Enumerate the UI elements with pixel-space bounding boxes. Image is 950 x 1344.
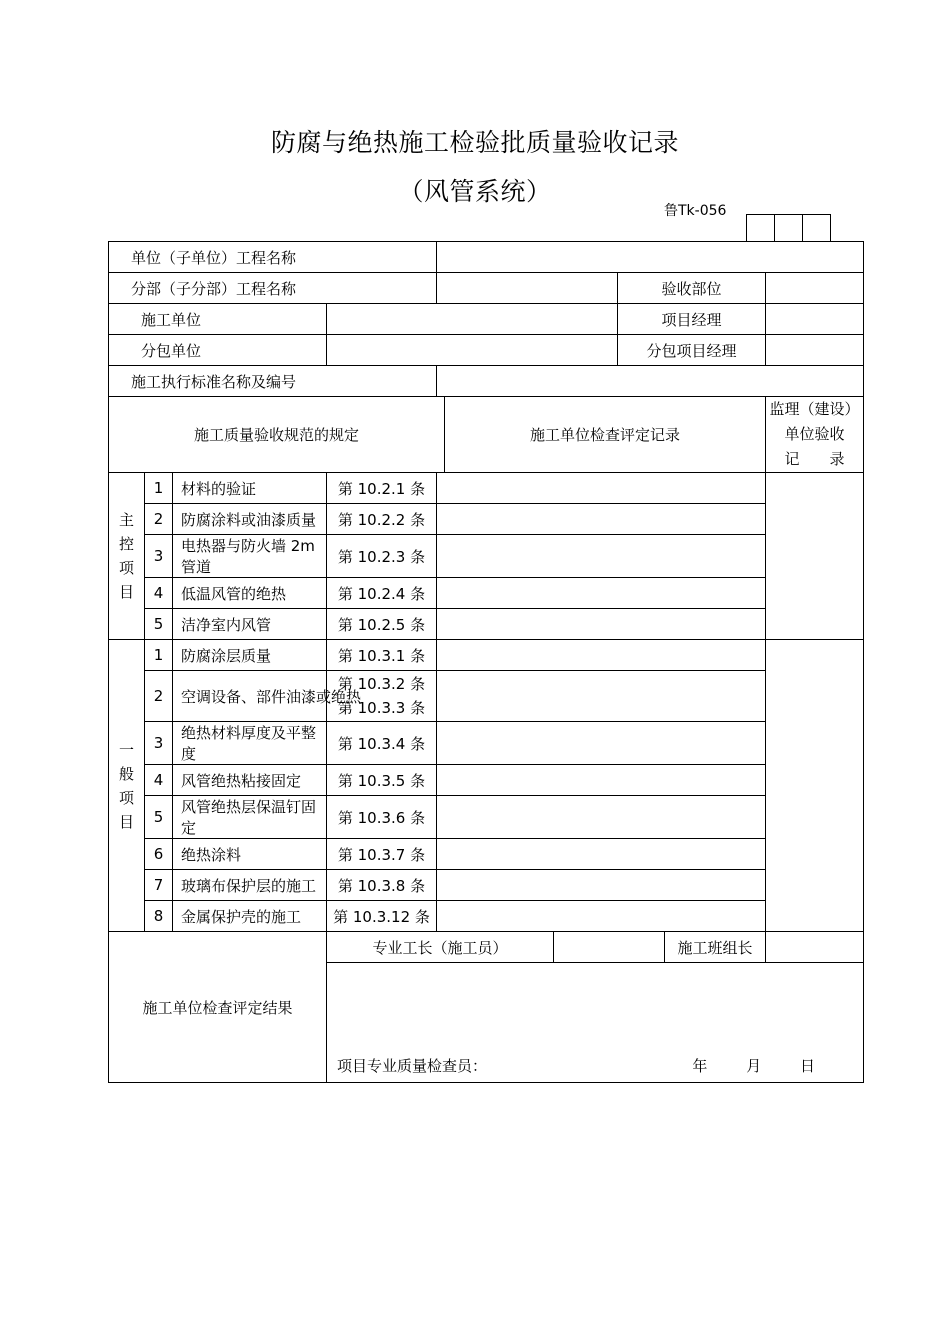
- project-manager-label: 项目经理: [618, 304, 766, 335]
- supervisor-header-line: 单位验收: [784, 425, 845, 443]
- supervisor-header-line: 监理（建设）: [769, 400, 860, 418]
- item-clause: 第 10.3.5 条: [327, 765, 437, 796]
- result-area[interactable]: [327, 963, 864, 1083]
- spec-header: 施工质量验收规范的规定: [109, 397, 445, 473]
- supervisor-cell-main[interactable]: [766, 473, 864, 640]
- construction-unit-value[interactable]: [327, 304, 618, 335]
- sub-project-name-value[interactable]: [437, 273, 618, 304]
- check-record-cell[interactable]: [437, 578, 766, 609]
- main-category-label: [109, 473, 145, 640]
- code-box[interactable]: [746, 214, 775, 242]
- item-name: 玻璃布保护层的施工: [173, 870, 327, 901]
- check-record-cell[interactable]: [437, 839, 766, 870]
- item-clause: 第 10.2.3 条: [327, 535, 437, 578]
- subcontractor-value[interactable]: [327, 335, 618, 366]
- item-clause: 第 10.3.3 条: [337, 699, 426, 717]
- category-char: 目: [118, 812, 134, 831]
- item-name: 洁净室内风管: [173, 609, 327, 640]
- item-no: 2: [145, 504, 173, 535]
- inspection-table: [108, 241, 864, 1083]
- item-clause: 第 10.3.8 条: [327, 870, 437, 901]
- result-content: [327, 964, 863, 1082]
- check-record-cell[interactable]: [437, 765, 766, 796]
- foreman-label: 专业工长（施工员）: [327, 932, 554, 963]
- item-name: 防腐涂层质量: [173, 640, 327, 671]
- sub-project-manager-label: 分包项目经理: [618, 335, 766, 366]
- team-leader-value[interactable]: [766, 932, 864, 963]
- item-no: 5: [145, 609, 173, 640]
- item-no: 3: [145, 535, 173, 578]
- check-record-cell[interactable]: [437, 609, 766, 640]
- code-box[interactable]: [802, 214, 831, 242]
- category-char: 控: [118, 535, 134, 553]
- year-label: 年: [692, 1056, 708, 1075]
- date-fields: [658, 1055, 815, 1076]
- check-record-cell[interactable]: [437, 870, 766, 901]
- category-char: 主: [118, 511, 134, 529]
- foreman-value[interactable]: [554, 932, 665, 963]
- supervisor-cell-general[interactable]: [766, 640, 864, 932]
- item-clause: 第 10.2.5 条: [327, 609, 437, 640]
- item-no: 1: [145, 473, 173, 504]
- standard-label: 施工执行标准名称及编号: [109, 366, 437, 397]
- item-clause: 第 10.2.1 条: [327, 473, 437, 504]
- item-no: 6: [145, 839, 173, 870]
- check-record-cell[interactable]: [437, 473, 766, 504]
- project-name-value[interactable]: [437, 242, 864, 273]
- subcontractor-label: 分包单位: [109, 335, 327, 366]
- general-category-label: [109, 640, 145, 932]
- team-leader-label: 施工班组长: [665, 932, 766, 963]
- item-name: 绝热涂料: [173, 839, 327, 870]
- project-name-label: 单位（子单位）工程名称: [109, 242, 437, 273]
- item-no: 5: [145, 796, 173, 839]
- item-clause: 第 10.2.2 条: [327, 504, 437, 535]
- form-subtitle: （风管系统）: [398, 177, 552, 206]
- item-name: 空调设备、部件油漆或绝热: [173, 671, 327, 722]
- item-clause: 第 10.3.12 条: [327, 901, 437, 932]
- check-record-cell[interactable]: [437, 640, 766, 671]
- sub-project-manager-value[interactable]: [766, 335, 864, 366]
- check-record-cell[interactable]: [437, 535, 766, 578]
- item-clause: 第 10.3.6 条: [327, 796, 437, 839]
- category-char: 般: [118, 764, 134, 783]
- check-record-cell[interactable]: [437, 901, 766, 932]
- item-name: 风管绝热粘接固定: [173, 765, 327, 796]
- item-no: 3: [145, 722, 173, 765]
- item-no: 4: [145, 578, 173, 609]
- item-no: 2: [145, 671, 173, 722]
- code-boxes: [746, 214, 831, 241]
- supervisor-header: [766, 397, 864, 473]
- item-name: 风管绝热层保温钉固定: [173, 796, 327, 839]
- item-name: 金属保护壳的施工: [173, 901, 327, 932]
- form-title: 防腐与绝热施工检验批质量验收记录: [270, 128, 679, 157]
- item-no: 1: [145, 640, 173, 671]
- project-manager-value[interactable]: [766, 304, 864, 335]
- month-label: 月: [746, 1056, 762, 1075]
- item-name: 防腐涂料或油漆质量: [173, 504, 327, 535]
- category-char: 项: [118, 559, 134, 577]
- inspector-label: 项目专业质量检查员：: [337, 1056, 488, 1075]
- check-record-header: 施工单位检查评定记录: [445, 397, 766, 473]
- item-name: 绝热材料厚度及平整度: [173, 722, 327, 765]
- acceptance-part-value[interactable]: [766, 273, 864, 304]
- standard-value[interactable]: [437, 366, 864, 397]
- code-box[interactable]: [774, 214, 803, 242]
- item-name: 电热器与防火墙 2m 管道: [173, 535, 327, 578]
- form-code: 鲁Tk-056: [664, 203, 727, 219]
- category-char: 一: [118, 740, 134, 759]
- item-clause: 第 10.3.4 条: [327, 722, 437, 765]
- result-label: 施工单位检查评定结果: [109, 932, 327, 1083]
- item-name: 材料的验证: [173, 473, 327, 504]
- check-record-cell[interactable]: [437, 796, 766, 839]
- check-record-cell[interactable]: [437, 504, 766, 535]
- day-label: 日: [800, 1056, 816, 1075]
- item-no: 8: [145, 901, 173, 932]
- item-clause: 第 10.3.7 条: [327, 839, 437, 870]
- item-name: 低温风管的绝热: [173, 578, 327, 609]
- item-clause: 第 10.2.4 条: [327, 578, 437, 609]
- item-clause: 第 10.3.2 条: [337, 675, 426, 693]
- item-clause: 第 10.3.1 条: [327, 640, 437, 671]
- category-char: 项: [118, 788, 134, 807]
- construction-unit-label: 施工单位: [109, 304, 327, 335]
- item-no: 4: [145, 765, 173, 796]
- category-char: 目: [118, 583, 134, 601]
- check-record-cell[interactable]: [437, 722, 766, 765]
- item-no: 7: [145, 870, 173, 901]
- check-record-cell[interactable]: [437, 671, 766, 722]
- acceptance-part-label: 验收部位: [618, 273, 766, 304]
- supervisor-header-line: 记 录: [784, 450, 845, 468]
- item-clause-double: [327, 671, 437, 722]
- sub-project-name-label: 分部（子分部）工程名称: [109, 273, 437, 304]
